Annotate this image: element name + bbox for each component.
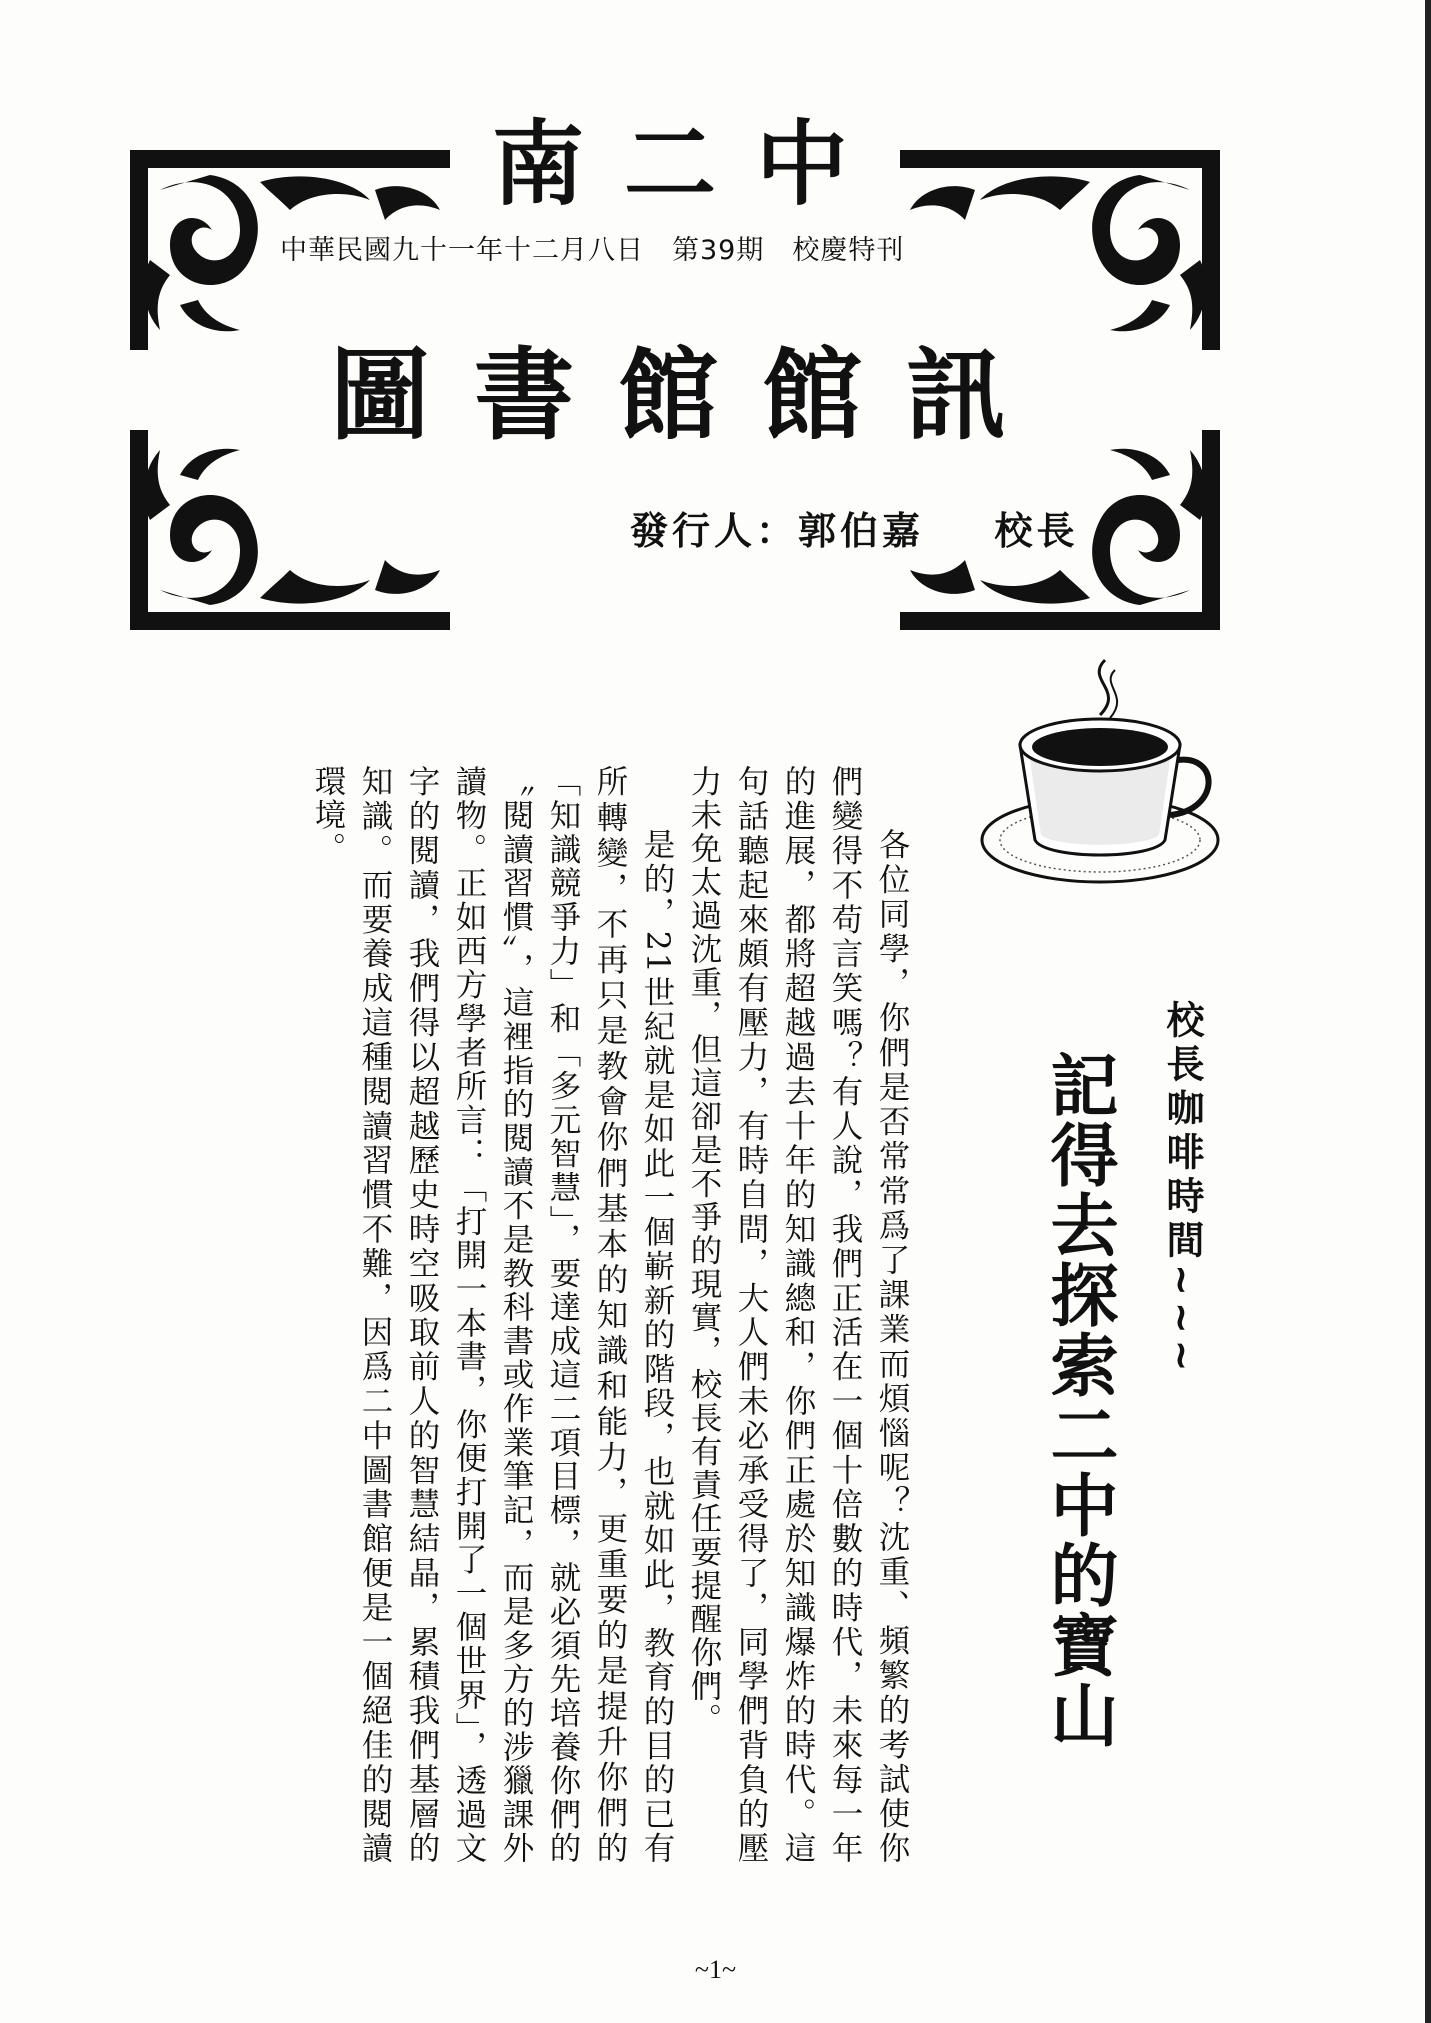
page-number: ~1~ xyxy=(694,1955,737,1984)
article-paragraph-2: 是的，21世紀就是如此一個嶄新的階段，也就如此，教育的目的已有所轉變，不再只是教會你們基本的知識和能力，更重要的是提升你們的「知識競爭力」和「多元智慧」，要達成這二項目標，就必須先培養你們的〝閱讀習慣〞，這裡指的閱讀不是教科書或作業筆記，而是多方的涉獵課外讀物。正如西方學者所言：「打開一本書，你便打開了一個世界」，透過文字的閱讀，我們得以超越歷史時空吸取前人的智慧結晶，累積我們基層的知識。而要養成這種閱讀習慣不難，因爲二中圖書館便是一個絕佳的閱讀環境。 xyxy=(310,765,675,1865)
publisher-name: 發行人：郭伯嘉 xyxy=(630,509,925,553)
article-headline: 記得去探索二中的寶山 xyxy=(1039,1050,1118,1750)
masthead xyxy=(120,110,1230,650)
newsletter-title: 圖書館館訊 xyxy=(330,336,1050,454)
article-body xyxy=(195,765,915,1865)
school-name: 南二中 xyxy=(491,111,888,218)
issue-type: 校慶特刊 xyxy=(792,235,905,266)
column-label: 校長咖啡時間~~~ xyxy=(1160,1000,1204,1378)
issue-date: 中華民國九十一年十二月八日 xyxy=(280,235,644,266)
article-paragraph-1: 各位同學，你們是否常常爲了課業而煩惱呢？沈重、頻繁的考試使你們變得不苟言笑嗎？有人說，我們正活在一個十倍數的時代，未來每一年的進展，都將超越過去十年的知識總和，你們正處於知識爆炸的時代。這句話聽起來頗有壓力，有時自問，大人們未必承受得了，同學們背負的壓力未免太過沈重，但這卻是不爭的現實，校長有責任要提醒你們。 xyxy=(686,765,910,1865)
issue-number: 第39期 xyxy=(672,235,765,266)
publisher-title: 校長 xyxy=(994,509,1079,553)
issue-line xyxy=(280,228,1100,267)
coffee-cup-icon xyxy=(975,650,1235,890)
publisher-line xyxy=(630,500,1090,555)
scan-edge xyxy=(1425,0,1431,2023)
